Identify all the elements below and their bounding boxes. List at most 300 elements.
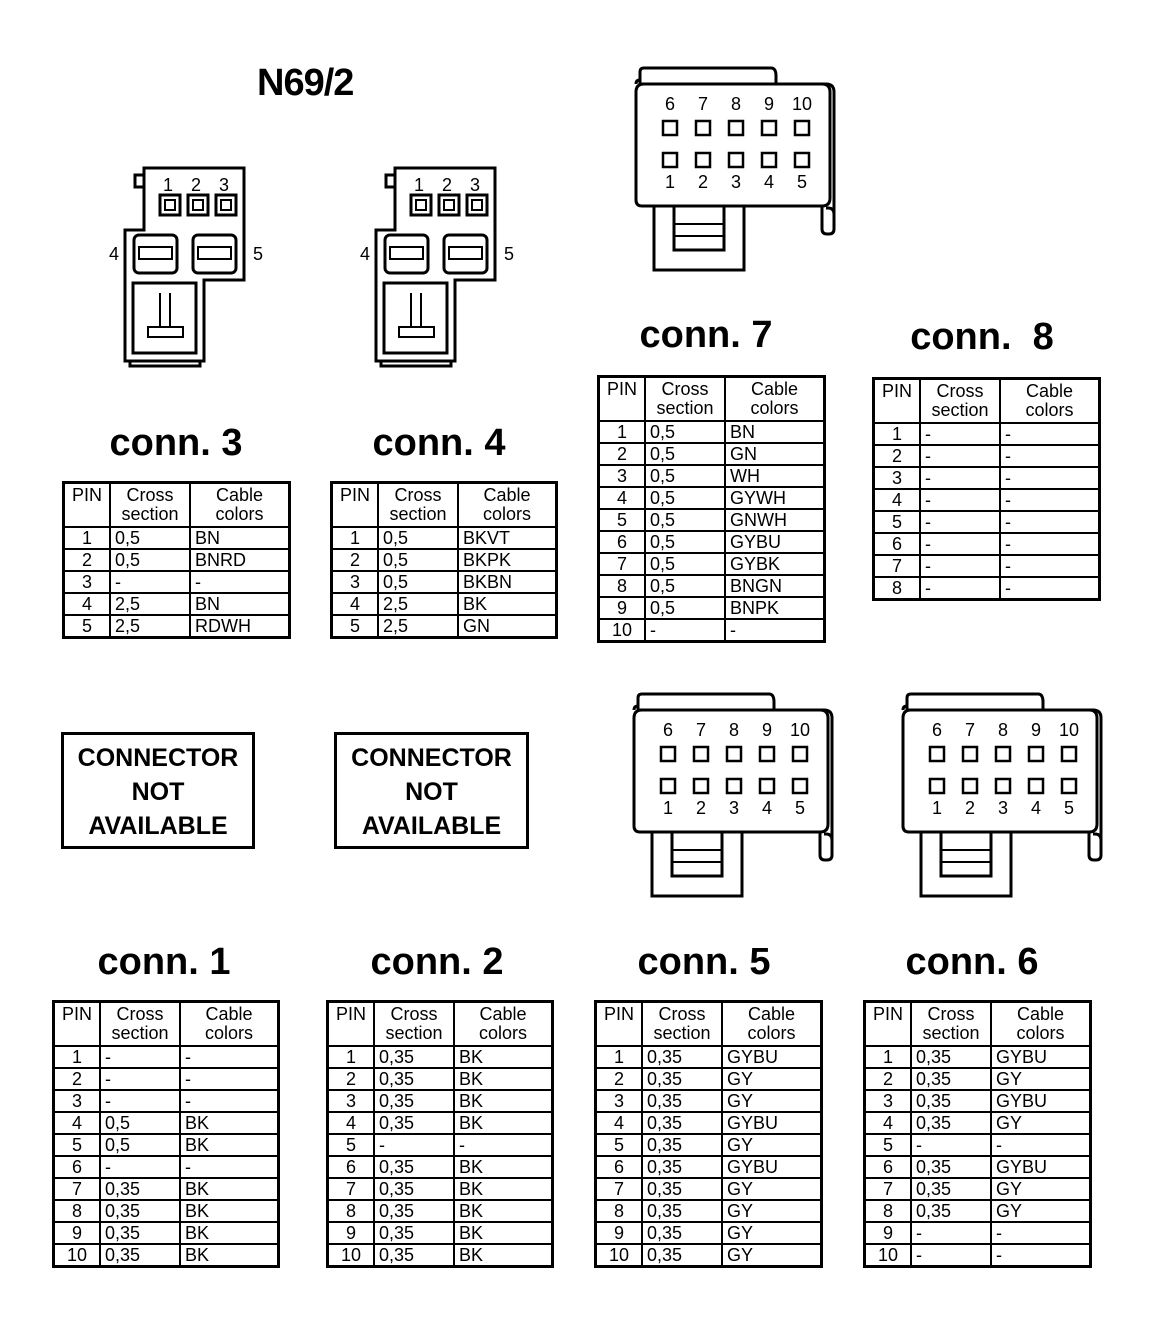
conn8-title: conn. 8 [910, 316, 1054, 358]
pin-cell: 10 [865, 1244, 912, 1267]
pin-label: 6 [662, 720, 674, 740]
conn4-pin-table [330, 481, 558, 639]
conn8-pin-table [872, 377, 1101, 601]
pin-label: 10 [789, 720, 811, 740]
pin-cell: 4 [596, 1112, 643, 1134]
pin-cell: 7 [874, 555, 921, 577]
cable-color-cell: BK [180, 1222, 279, 1244]
cross-section-cell: 0,35 [911, 1156, 991, 1178]
pin-cell: 5 [596, 1134, 643, 1156]
pin-label: 6 [664, 94, 676, 114]
cross-section-header: Cross section [374, 1002, 454, 1047]
pin-cell: 8 [596, 1200, 643, 1222]
table-row [328, 1134, 553, 1156]
cable-color-cell: - [1000, 445, 1100, 467]
table-row [54, 1090, 279, 1112]
cross-section-cell: 0,5 [378, 571, 458, 593]
pin-cell: 2 [332, 549, 379, 571]
cross-section-cell: 0,35 [911, 1046, 991, 1068]
cross-section-header: Cross section [110, 483, 190, 528]
table-row [332, 615, 557, 638]
cable-color-cell: GY [727, 1244, 754, 1265]
pin-label: 9 [761, 720, 773, 740]
pin-cell: 2 [874, 445, 921, 467]
cable-color-cell: RDWH [195, 615, 251, 636]
pin-label: 4 [761, 798, 773, 818]
pin-cell: 7 [596, 1178, 643, 1200]
table-row [332, 593, 557, 615]
pin-label: 5 [796, 172, 808, 192]
pin-header: PIN [64, 483, 111, 528]
cross-section-cell: 0,35 [911, 1068, 991, 1090]
cable-color-cell: BK [454, 1200, 553, 1222]
table-row [54, 1222, 279, 1244]
cross-section-cell: 0,35 [642, 1156, 722, 1178]
pin-label: 2 [191, 175, 202, 195]
connector-not-available-notice-conn2 [334, 732, 529, 849]
table-row [874, 467, 1100, 489]
cable-colors-header: Cable colors [190, 483, 290, 528]
cable-color-cell: - [1000, 555, 1100, 577]
pin-cell: 6 [874, 533, 921, 555]
cable-color-cell: - [1000, 511, 1100, 533]
cable-color-cell: - [996, 1244, 1002, 1265]
notice-line: NOT [405, 778, 458, 806]
cross-section-cell: 0,5 [645, 531, 725, 553]
table-header-row [596, 1002, 822, 1047]
pin-cell: 8 [599, 575, 646, 597]
pin-label: 9 [763, 94, 775, 114]
small-connector-diagram-conn3 [105, 165, 275, 375]
pin-label: 3 [997, 798, 1009, 818]
cross-section-cell: - [920, 489, 1000, 511]
cable-color-cell: - [1000, 467, 1100, 489]
cable-color-cell: BK [454, 1112, 553, 1134]
pin-cell: 10 [596, 1244, 643, 1267]
cross-section-cell: - [100, 1046, 180, 1068]
cable-color-cell: GYBU [725, 531, 825, 553]
cross-section-cell: 0,5 [645, 553, 725, 575]
cross-section-cell: - [911, 1134, 991, 1156]
pin-cell: 4 [599, 487, 646, 509]
cross-section-cell: 0,5 [100, 1112, 180, 1134]
pin-label: 1 [414, 175, 425, 195]
cable-color-cell: BK [458, 593, 557, 615]
cable-colors-header: Cable colors [722, 1002, 822, 1047]
pin-cell: 1 [328, 1046, 375, 1068]
pin-labels [360, 175, 514, 264]
table-header-row [328, 1002, 553, 1047]
table-row [596, 1090, 822, 1112]
cable-color-cell: GY [722, 1090, 822, 1112]
pin-cell: 2 [865, 1068, 912, 1090]
pin-cell: 2 [328, 1068, 375, 1090]
cable-colors-header: Cable colors [725, 377, 825, 422]
table-row [64, 593, 290, 615]
cross-section-cell: 0,5 [645, 487, 725, 509]
table-row [64, 571, 290, 593]
cross-section-cell: - [374, 1134, 454, 1156]
cable-color-cell: - [1000, 533, 1100, 555]
cross-section-cell: 0,35 [374, 1244, 454, 1267]
table-row [596, 1200, 822, 1222]
cross-section-cell: - [920, 577, 1000, 600]
pin-header: PIN [328, 1002, 375, 1047]
cable-color-cell: BNRD [190, 549, 290, 571]
table-row [874, 577, 1100, 600]
cable-color-cell: GYBU [991, 1046, 1091, 1068]
table-row [332, 571, 557, 593]
table-row [332, 549, 557, 571]
cross-section-cell: - [911, 1244, 991, 1267]
cable-color-cell: - [1005, 577, 1011, 598]
cable-color-cell: GY [991, 1112, 1091, 1134]
pin-label: 1 [163, 175, 174, 195]
pin-label: 7 [695, 720, 707, 740]
table-row [874, 423, 1100, 445]
pin-label: 8 [997, 720, 1009, 740]
cable-color-cell: BK [180, 1112, 279, 1134]
table-row [874, 533, 1100, 555]
cross-section-cell: 0,35 [911, 1090, 991, 1112]
pin-cell: 4 [865, 1112, 912, 1134]
table-row [865, 1156, 1091, 1178]
cable-color-cell: GY [991, 1178, 1091, 1200]
cable-color-cell: BKVT [458, 527, 557, 549]
table-row [328, 1046, 553, 1068]
table-row [874, 489, 1100, 511]
small-connector-diagram-conn4 [356, 165, 526, 375]
pin-cell: 1 [64, 527, 111, 549]
notice-line: NOT [131, 778, 185, 806]
cross-section-cell: 0,35 [100, 1200, 180, 1222]
table-row [54, 1178, 279, 1200]
cable-color-cell: BNPK [725, 597, 825, 619]
pin-label: 2 [695, 798, 707, 818]
pin-label: 5 [504, 244, 515, 264]
cross-section-cell: 0,5 [645, 509, 725, 531]
cable-color-cell: GNWH [725, 509, 825, 531]
table-row [596, 1156, 822, 1178]
table-row [599, 553, 825, 575]
cross-section-header: Cross section [378, 483, 458, 528]
conn2-pin-table [326, 1000, 554, 1268]
table-row [599, 421, 825, 443]
cross-section-cell: 2,5 [378, 615, 458, 638]
cable-color-cell: BK [454, 1090, 553, 1112]
cross-section-cell: 0,35 [374, 1156, 454, 1178]
cross-section-cell: 0,35 [642, 1134, 722, 1156]
cross-section-cell: 0,35 [911, 1200, 991, 1222]
cable-color-cell: - [730, 619, 736, 640]
pin-cell: 5 [64, 615, 111, 638]
pin-header: PIN [54, 1002, 101, 1047]
table-row [328, 1244, 553, 1267]
table-row [596, 1134, 822, 1156]
pin-cell: 8 [328, 1200, 375, 1222]
cable-color-cell: - [1000, 423, 1100, 445]
table-row [865, 1200, 1091, 1222]
pin-cell: 7 [54, 1178, 101, 1200]
pin-cell: 8 [54, 1200, 101, 1222]
large-connector-diagram-conn6 [893, 690, 1113, 905]
cross-section-header: Cross section [100, 1002, 180, 1047]
cross-section-cell: 2,5 [110, 593, 190, 615]
table-row [332, 527, 557, 549]
cross-section-cell: - [920, 555, 1000, 577]
table-row [64, 615, 290, 638]
cross-section-cell: 0,35 [374, 1112, 454, 1134]
table-row [54, 1046, 279, 1068]
table-row [865, 1222, 1091, 1244]
cross-section-cell: 0,5 [378, 527, 458, 549]
pin-cell: 3 [874, 467, 921, 489]
pin-cell: 1 [599, 421, 646, 443]
table-row [54, 1134, 279, 1156]
table-header-row [599, 377, 825, 422]
cable-color-cell: GN [725, 443, 825, 465]
pin-header: PIN [596, 1002, 643, 1047]
table-row [596, 1068, 822, 1090]
cable-color-cell: GYBK [725, 553, 825, 575]
table-header-row [54, 1002, 279, 1047]
pin-label: 1 [931, 798, 943, 818]
cross-section-cell: 0,5 [645, 597, 725, 619]
cross-section-header: Cross section [911, 1002, 991, 1047]
pin-cell: 3 [54, 1090, 101, 1112]
cross-section-cell: 0,5 [645, 443, 725, 465]
pin-header: PIN [865, 1002, 912, 1047]
cross-section-cell: 0,35 [642, 1200, 722, 1222]
cable-color-cell: BKBN [458, 571, 557, 593]
pin-cell: 7 [599, 553, 646, 575]
cross-section-cell: 0,5 [645, 421, 725, 443]
table-row [328, 1068, 553, 1090]
cable-color-cell: BN [190, 593, 290, 615]
cable-color-cell: BK [454, 1046, 553, 1068]
cross-section-cell: 2,5 [110, 615, 190, 638]
notice-line: CONNECTOR [77, 744, 239, 772]
cable-color-cell: BNGN [725, 575, 825, 597]
cable-color-cell: - [991, 1134, 1091, 1156]
pin-label: 7 [964, 720, 976, 740]
cross-section-cell: 0,35 [642, 1178, 722, 1200]
cross-section-cell: 0,35 [911, 1178, 991, 1200]
pin-cell: 2 [599, 443, 646, 465]
pin-cell: 1 [54, 1046, 101, 1068]
cross-section-cell: - [920, 423, 1000, 445]
pin-cell: 5 [865, 1134, 912, 1156]
cable-color-cell: - [190, 571, 290, 593]
pin-cell: 9 [599, 597, 646, 619]
pin-cell: 5 [599, 509, 646, 531]
cable-color-cell: GYWH [725, 487, 825, 509]
pin-cell: 9 [596, 1222, 643, 1244]
cross-section-cell: 0,35 [374, 1046, 454, 1068]
table-row [54, 1244, 279, 1267]
table-row [599, 575, 825, 597]
cable-color-cell: GYBU [722, 1156, 822, 1178]
pin-header: PIN [332, 483, 379, 528]
pin-cell: 4 [332, 593, 379, 615]
cross-section-cell: 0,35 [642, 1068, 722, 1090]
pin-cell: 9 [54, 1222, 101, 1244]
cross-section-cell: 0,35 [642, 1112, 722, 1134]
pin-label: 10 [791, 94, 813, 114]
table-row [64, 549, 290, 571]
pin-label: 5 [794, 798, 806, 818]
cross-section-cell: 0,5 [110, 527, 190, 549]
table-row [865, 1134, 1091, 1156]
cross-section-cell: 0,35 [374, 1222, 454, 1244]
cable-color-cell: GYBU [991, 1156, 1091, 1178]
cross-section-cell: 0,35 [642, 1090, 722, 1112]
pin-cell: 1 [596, 1046, 643, 1068]
table-row [599, 619, 825, 642]
cross-section-cell: 0,35 [374, 1090, 454, 1112]
pin-cell: 6 [54, 1156, 101, 1178]
pin-cell: 7 [328, 1178, 375, 1200]
cable-color-cell: BK [180, 1178, 279, 1200]
cable-color-cell: - [180, 1068, 279, 1090]
pin-label: 8 [730, 94, 742, 114]
cable-color-cell: GY [722, 1134, 822, 1156]
pin-cell: 10 [328, 1244, 375, 1267]
cross-section-cell: - [645, 619, 725, 642]
pin-cell: 10 [54, 1244, 101, 1267]
table-row [596, 1222, 822, 1244]
pin-label: 2 [964, 798, 976, 818]
conn7-title: conn. 7 [639, 314, 773, 356]
table-row [599, 443, 825, 465]
cable-colors-header: Cable colors [991, 1002, 1091, 1047]
pin-cell: 3 [64, 571, 111, 593]
table-row [865, 1090, 1091, 1112]
pin-cell: 8 [874, 577, 921, 600]
large-connector-diagram-conn5 [624, 690, 844, 905]
cross-section-cell: - [100, 1090, 180, 1112]
cable-color-cell: GY [722, 1178, 822, 1200]
notice-line: AVAILABLE [88, 812, 228, 840]
cross-section-header: Cross section [642, 1002, 722, 1047]
cable-color-cell: - [180, 1156, 279, 1178]
cable-color-cell: GYBU [991, 1090, 1091, 1112]
cross-section-header: Cross section [645, 377, 725, 422]
table-row [865, 1244, 1091, 1267]
cable-color-cell: GY [722, 1200, 822, 1222]
cross-section-cell: - [911, 1222, 991, 1244]
cable-color-cell: BK [454, 1222, 553, 1244]
pin-cell: 9 [865, 1222, 912, 1244]
pin-label: 4 [360, 244, 371, 264]
pin-label: 6 [931, 720, 943, 740]
conn7-pin-table [597, 375, 826, 643]
cable-color-cell: GYBU [722, 1112, 822, 1134]
pin-label: 1 [664, 172, 676, 192]
pin-cell: 5 [328, 1134, 375, 1156]
pin-cell: 3 [332, 571, 379, 593]
cross-section-cell: - [100, 1068, 180, 1090]
cross-section-cell: - [100, 1156, 180, 1178]
table-row [54, 1200, 279, 1222]
cable-color-cell: BN [190, 527, 290, 549]
table-row [874, 445, 1100, 467]
cross-section-cell: 0,35 [374, 1068, 454, 1090]
table-row [54, 1156, 279, 1178]
cable-color-cell: - [454, 1134, 553, 1156]
cross-section-cell: 0,35 [374, 1178, 454, 1200]
cross-section-cell: - [920, 467, 1000, 489]
table-row [599, 531, 825, 553]
pin-label: 5 [253, 244, 264, 264]
table-row [599, 465, 825, 487]
cable-color-cell: GY [722, 1222, 822, 1244]
table-header-row [865, 1002, 1091, 1047]
cross-section-cell: 2,5 [378, 593, 458, 615]
cable-color-cell: - [180, 1046, 279, 1068]
pin-cell: 2 [54, 1068, 101, 1090]
pin-label: 1 [662, 798, 674, 818]
cable-color-cell: - [991, 1222, 1091, 1244]
pin-cell: 3 [599, 465, 646, 487]
pin-cell: 6 [596, 1156, 643, 1178]
pin-cell: 4 [874, 489, 921, 511]
table-row [328, 1222, 553, 1244]
table-row [54, 1112, 279, 1134]
pin-cell: 4 [54, 1112, 101, 1134]
table-row [599, 597, 825, 619]
pin-cell: 1 [874, 423, 921, 445]
cross-section-header: Cross section [920, 379, 1000, 424]
cross-section-cell: - [920, 445, 1000, 467]
cable-color-cell: GY [991, 1200, 1091, 1222]
pin-label: 2 [442, 175, 453, 195]
table-header-row [332, 483, 557, 528]
pin-cell: 5 [874, 511, 921, 533]
table-row [596, 1244, 822, 1267]
table-row [328, 1156, 553, 1178]
cross-section-cell: 0,5 [110, 549, 190, 571]
pin-label: 3 [219, 175, 230, 195]
table-row [865, 1178, 1091, 1200]
pin-label: 2 [697, 172, 709, 192]
table-header-row [64, 483, 290, 528]
cable-color-cell: - [180, 1090, 279, 1112]
cable-color-cell: - [1000, 489, 1100, 511]
cross-section-cell: 0,35 [100, 1222, 180, 1244]
pin-cell: 2 [64, 549, 111, 571]
pin-cell: 1 [865, 1046, 912, 1068]
page-title: N69/2 [257, 62, 354, 104]
pin-cell: 5 [54, 1134, 101, 1156]
pin-cell: 6 [865, 1156, 912, 1178]
conn2-title: conn. 2 [370, 941, 504, 983]
table-row [599, 487, 825, 509]
cable-color-cell: BK [459, 1244, 484, 1265]
pin-label: 3 [728, 798, 740, 818]
cross-section-cell: 0,35 [374, 1200, 454, 1222]
table-row [328, 1112, 553, 1134]
pin-cell: 8 [865, 1200, 912, 1222]
cross-section-cell: 0,5 [100, 1134, 180, 1156]
cross-section-cell: 0,5 [378, 549, 458, 571]
table-row [328, 1090, 553, 1112]
pin-cell: 4 [328, 1112, 375, 1134]
pin-label: 3 [470, 175, 481, 195]
table-row [865, 1112, 1091, 1134]
pin-header: PIN [874, 379, 921, 424]
conn5-pin-table [594, 1000, 823, 1268]
